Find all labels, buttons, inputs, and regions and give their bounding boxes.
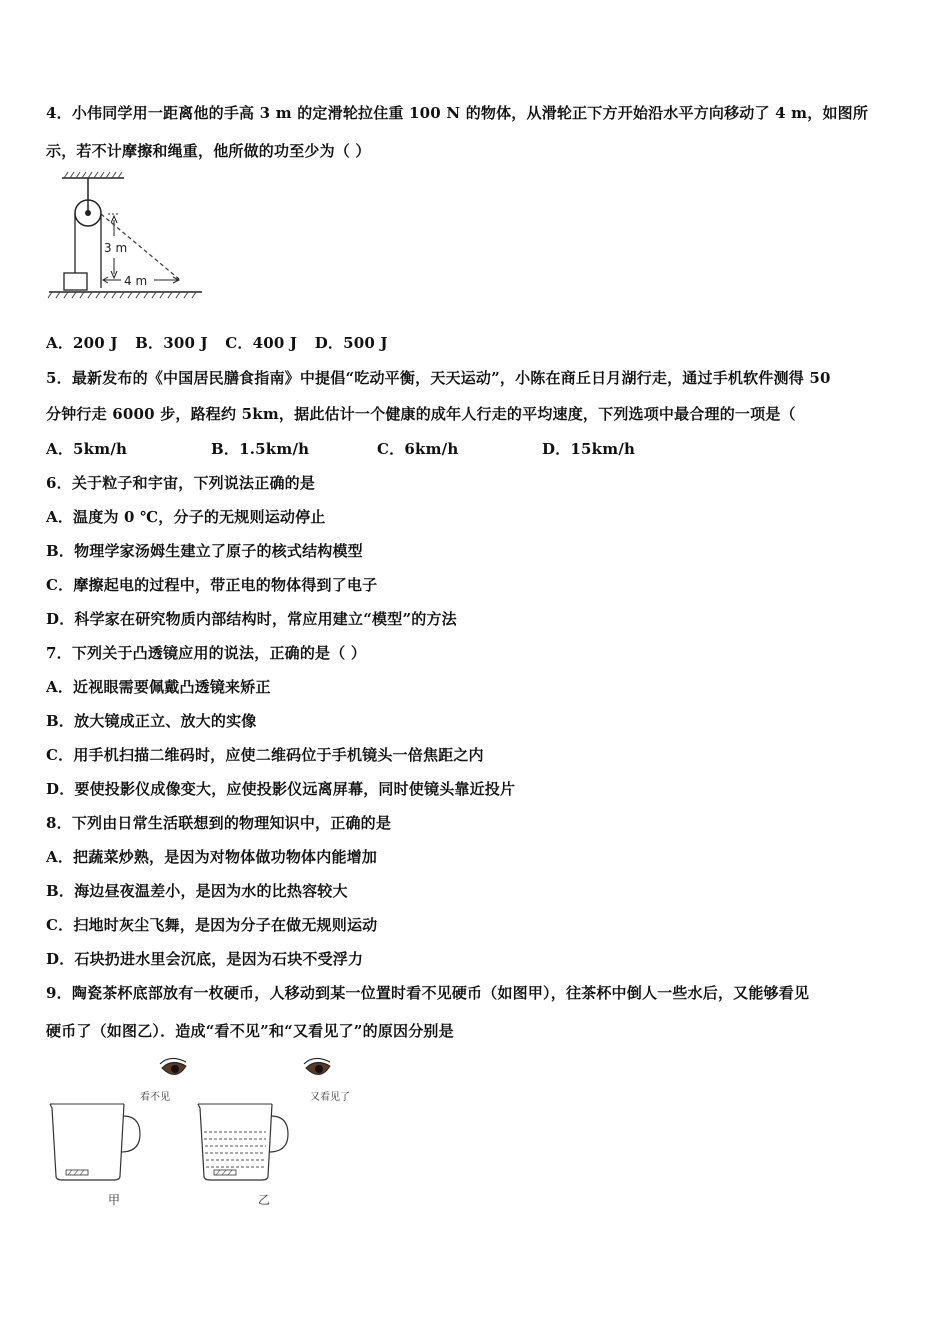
eye-icon <box>304 1058 330 1074</box>
q4-option-d[interactable]: D．500 J <box>314 334 388 352</box>
q7-option-d[interactable]: D．要使投影仪成像变大，应使投影仪远离屏幕，同时使镜头靠近投片 <box>46 780 516 798</box>
width-label: 4 m <box>124 274 148 288</box>
q6-option-b[interactable]: B．物理学家汤姆生建立了原子的核式结构模型 <box>46 542 363 560</box>
q4-stem-line2: 示，若不计摩擦和绳重，他所做的功至少为（ ） <box>46 142 371 160</box>
q5-option-c[interactable]: C．6km/h <box>377 440 459 458</box>
q5-options <box>46 438 635 459</box>
q6-option-c[interactable]: C．摩擦起电的过程中，带正电的物体得到了电子 <box>46 576 378 594</box>
cup-yi <box>198 1104 288 1180</box>
q9-stem-line1: 9．陶瓷茶杯底部放有一枚硬币，人移动到某一位置时看不见硬币（如图甲），往茶杯中倒人一些水后，又能够看见 <box>46 984 810 1002</box>
q9-stem-line2: 硬币了（如图乙）．造成“看不见”和“又看见了”的原因分别是 <box>46 1022 454 1040</box>
pulley-figure <box>44 168 209 303</box>
q8-stem: 8．下列由日常生活联想到的物理知识中，正确的是 <box>46 814 392 832</box>
q7-option-c[interactable]: C．用手机扫描二维码时，应使二维码位于手机镜头一倍焦距之内 <box>46 746 484 764</box>
q8-option-d[interactable]: D．石块扔进水里会沉底，是因为石块不受浮力 <box>46 950 364 968</box>
q5-option-d[interactable]: D．15km/h <box>542 440 636 458</box>
q4-option-c[interactable]: C．400 J <box>225 334 298 352</box>
q4-stem-line1: 4．小伟同学用一距离他的手高 3 m 的定滑轮拉住重 100 N 的物体，从滑轮正下方开始沿水平方向移动了 4 m，如图所 <box>46 104 869 122</box>
q8-option-c[interactable]: C．扫地时灰尘飞舞，是因为分子在做无规则运动 <box>46 916 378 934</box>
jia-label: 甲 <box>108 1193 121 1207</box>
q7-stem: 7．下列关于凸透镜应用的说法，正确的是（ ） <box>46 644 367 662</box>
q5-stem-line1: 5．最新发布的《中国居民膳食指南》中提倡“吃动平衡，天天运动”，小陈在商丘日月湖行走，通过手机软件测得 50 <box>46 369 831 387</box>
q4-options <box>46 332 400 353</box>
q5-option-b[interactable]: B．1.5km/h <box>211 440 310 458</box>
cup-jia <box>50 1104 140 1180</box>
height-label: 3 m <box>104 241 128 255</box>
q6-option-d[interactable]: D．科学家在研究物质内部结构时，常应用建立“模型”的方法 <box>46 610 457 628</box>
q5-stem-line2: 分钟行走 6000 步，路程约 5km，据此估计一个健康的成年人行走的平均速度，下列选项中最合理的一项是（ <box>46 405 796 423</box>
q5-option-a[interactable]: A．5km/h <box>46 440 128 458</box>
eye-icon <box>160 1058 186 1074</box>
q7-option-b[interactable]: B．放大镜成正立、放大的实像 <box>46 712 257 730</box>
q4-option-a[interactable]: A．200 J <box>46 334 118 352</box>
q8-option-b[interactable]: B．海边昼夜温差小，是因为水的比热容较大 <box>46 882 348 900</box>
q7-option-a[interactable]: A．近视眼需要佩戴凸透镜来矫正 <box>46 678 271 696</box>
yi-label: 乙 <box>258 1193 271 1207</box>
see-again-label: 又看见了 <box>310 1092 350 1103</box>
teacup-figure <box>44 1052 364 1217</box>
q6-stem: 6．关于粒子和宇宙，下列说法正确的是 <box>46 474 316 492</box>
q8-option-a[interactable]: A．把蔬菜炒熟，是因为对物体做功物体内能增加 <box>46 848 378 866</box>
q4-option-b[interactable]: B．300 J <box>135 334 208 352</box>
cannot-see-label: 看不见 <box>140 1092 170 1103</box>
q6-option-a[interactable]: A．温度为 0 ℃，分子的无规则运动停止 <box>46 508 326 526</box>
